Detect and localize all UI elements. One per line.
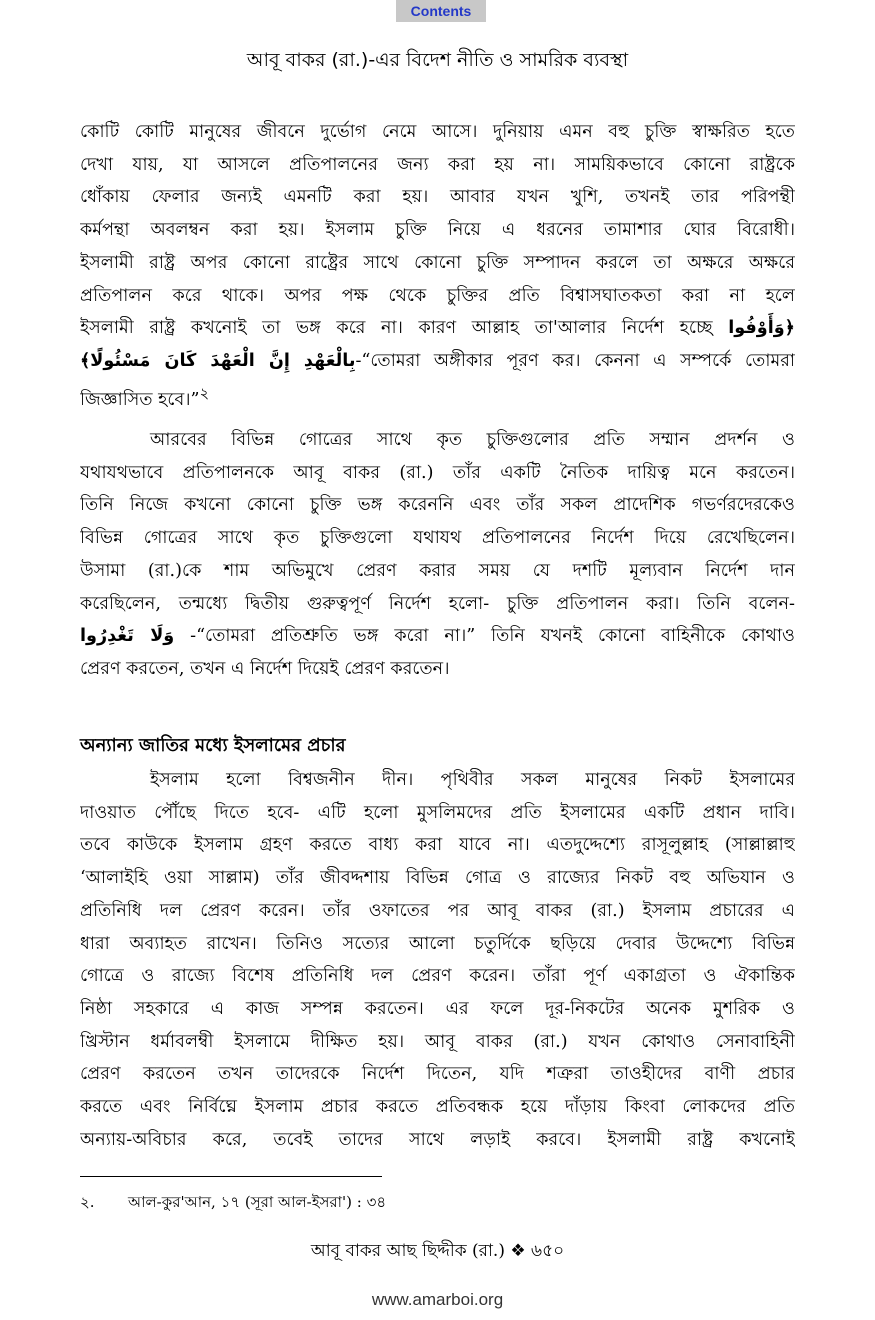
text-line [80,620,795,653]
text-line: দেখা যায়, যা আসলে প্রতিপালনের জন্য করা হয় না। সাময়িকভাবে কোনো রাষ্ট্রকে [80,154,795,175]
page-title: আবূ বাকর (রা.)-এর বিদেশ নীতি ও সামরিক ব্যবস্থা [246,49,629,71]
text-line: ইসলামী রাষ্ট্র অপর কোনো রাষ্ট্রের সাথে কোনো চুক্তি সম্পাদন করলে তা অক্ষরে অক্ষরে [80,252,795,273]
text-line: করতে এবং নির্বিঘ্নে ইসলাম প্রচার করতে প্রতিবন্ধক হয়ে দাঁড়ায় কিংবা লোকদের প্রতি [80,1097,795,1118]
contents-button[interactable]: Contents [396,0,486,22]
footnote-number: ২. [80,1193,95,1211]
text-segment: -“তোমরা অঙ্গীকার পূরণ কর। কেননা এ সম্পর্কে তোমরা [355,350,795,371]
text-line: দাওয়াত পৌঁছে দিতে হবে- এটি হলো মুসলিমদের প্রতি ইসলামের একটি প্রধান দাবি। [80,802,795,823]
arabic-quote: ﴿وَأَوْفُوا [728,318,795,339]
footnote-text: আল-কুর'আন, ১৭ (সূরা আল-ইসরা') : ৩৪ [128,1193,387,1211]
text-line: তিনি নিজে কখনো কোনো চুক্তি ভঙ্গ করেননি এবং তাঁর সকল প্রাদেশিক গভর্ণরদেরকেও [80,495,795,516]
text-segment: জিজ্ঞাসিত হবে।” [80,389,200,410]
text-line [80,312,795,345]
text-line: তবে কাউকে ইসলাম গ্রহণ করতে বাধ্য করা যাবে না। এতদুদ্দেশ্যে রাসূলুল্লাহ (সাল্লাল্লাহু [80,835,795,856]
text-line: ‘আলাইহি ওয়া সাল্লাম) তাঁর জীবদ্দশায় বিভিন্ন গোত্র ও রাজ্যের নিকট বহু অভিযান ও [80,868,795,889]
text-line: যথাযথভাবে প্রতিপালনকে আবূ বাকর (রা.) তাঁর একটি নৈতিক দায়িত্ব মনে করতেন। [80,462,795,483]
paragraph-3 [80,764,795,1156]
footer-book-title: আবূ বাকর আছ ছিদ্দীক (রা.) [310,1241,505,1261]
paragraph-1 [80,116,795,416]
text-line: প্রেরণ করতেন তখন তাদেরকে নির্দেশ দিতেন, যদি শত্রুরা তাওহীদের বাণী প্রচার [80,1064,795,1085]
text-line: প্রতিপালন করে থাকে। অপর পক্ষ থেকে চুক্তির প্রতি বিশ্বাসঘাতকতা করা না হলে [80,285,795,306]
site-url-watermark: www.amarboi.org [371,1290,504,1309]
text-line: ধোঁকায় ফেলার জন্যই এমনটি করা হয়। আবার যখন খুশি, তখনই তার পরিপন্থী [80,187,795,208]
footnote-divider [80,1176,382,1177]
text-line [80,345,795,378]
text-line: উসামা (রা.)কে শাম অভিমুখে প্রেরণ করার সময় যে দশটি মূল্যবান নির্দেশ দান [80,560,795,581]
section-heading: অন্যান্য জাতির মধ্যে ইসলামের প্রচার [80,735,346,756]
text-line: খ্রিস্টান ধর্মাবলম্বী ইসলামে দীক্ষিত হয়। আবূ বাকর (রা.) যখন কোথাও সেনাবাহিনী [80,1031,795,1052]
footnote [80,1190,386,1214]
text-segment: -“তোমরা প্রতিশ্রুতি ভঙ্গ করো না।” তিনি যখনই কোনো বাহিনীকে কোথাও [174,626,795,647]
text-line: আরবের বিভিন্ন গোত্রের সাথে কৃত চুক্তিগুলোর প্রতি সম্মান প্রদর্শন ও [150,430,795,450]
footnote-reference[interactable]: ২ [199,384,210,402]
page-number: ৬৫০ [531,1241,565,1261]
paragraph-2 [80,424,795,686]
text-line: ধারা অব্যাহত রাখেন। তিনিও সত্যের আলো চতুর্দিকে ছড়িয়ে দেবার উদ্দেশ্যে বিভিন্ন [80,933,795,954]
text-line: গোত্রে ও রাজ্যে বিশেষ প্রতিনিধি দল প্রেরণ করেন। তাঁরা পূর্ণ একাগ্রতা ও ঐকান্তিক [80,966,795,987]
text-line: বিভিন্ন গোত্রের সাথে কৃত চুক্তিগুলো যথাযথ প্রতিপালনের নির্দেশ দিয়ে রেখেছিলেন। [80,528,795,549]
arabic-quote: بِالْعَهْدِ إِنَّ الْعَهْدَ كَانَ مَسْئُولًا﴾ [80,350,356,371]
footer-separator-icon: ❖ [510,1241,526,1261]
text-line: প্রেরণ করতেন, তখন এ নির্দেশ দিয়েই প্রেরণ করতেন। [80,658,450,679]
text-segment: ইসলামী রাষ্ট্র কখনোই তা ভঙ্গ করে না। কারণ আল্লাহ তা'আলার নির্দেশ হচ্ছে [80,318,729,339]
text-line: অন্যায়-অবিচার করে, তবেই তাদের সাথে লড়াই করবে। ইসলামী রাষ্ট্র কখনোই [80,1129,795,1150]
text-line: প্রতিনিধি দল প্রেরণ করেন। তাঁর ওফাতের পর আবূ বাকর (রা.) ইসলাম প্রচারের এ [80,900,795,921]
text-line: ইসলাম হলো বিশ্বজনীন দীন। পৃথিবীর সকল মানুষের নিকট ইসলামের [150,770,795,790]
text-line: করেছিলেন, তন্মধ্যে দ্বিতীয় গুরুত্বপূর্ণ নির্দেশ হলো- চুক্তি প্রতিপালন করা। তিনি বলেন- [80,593,795,614]
text-line: কোটি কোটি মানুষের জীবনে দুর্ভোগ নেমে আসে। দুনিয়ায় এমন বহু চুক্তি স্বাক্ষরিত হতে [80,122,795,142]
text-line: নিষ্ঠা সহকারে এ কাজ সম্পন্ন করতেন। এর ফলে দূর-নিকটের অনেক মুশরিক ও [80,998,795,1019]
text-line [80,378,795,417]
arabic-quote: وَلَا تَغْدِرُوا [80,626,175,647]
text-line: কর্মপন্থা অবলম্বন করা হয়। ইসলাম চুক্তি নিয়ে এ ধরনের তামাশার ঘোর বিরোধী। [80,220,795,241]
page-footer [0,1238,875,1264]
